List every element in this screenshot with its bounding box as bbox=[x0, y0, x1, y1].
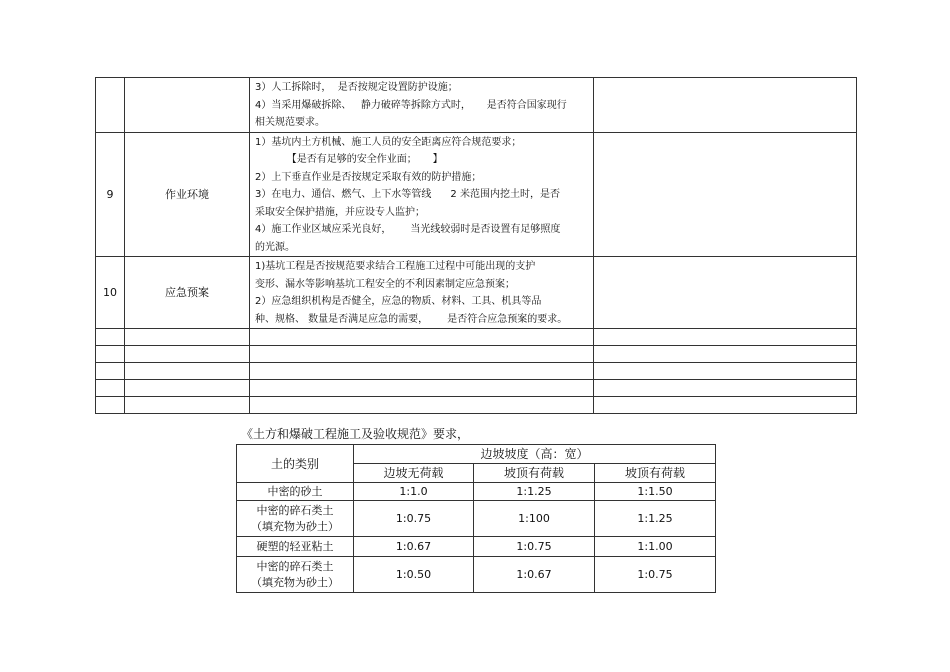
blank-cell bbox=[250, 363, 594, 380]
content-line: 2）上下垂直作业是否按规定采取有效的防护措施； bbox=[255, 171, 482, 183]
content-line: 种、规格、 数量是否满足应急的需要， 是否符合应急预案的要求。 bbox=[255, 313, 568, 325]
content-line: 3）在电力、通信、燃气、上下水等管线 2 米范围内挖土时，是否 bbox=[255, 189, 560, 200]
content-line: 相关规范要求。 bbox=[255, 117, 325, 128]
blank-row bbox=[96, 329, 857, 346]
slope-value: 1:0.67 bbox=[354, 537, 474, 557]
content-line: 采取安全保护措施，并应设专人监护； bbox=[255, 206, 425, 218]
slope-value: 1:0.75 bbox=[474, 537, 595, 557]
row-number: 9 bbox=[96, 132, 125, 257]
content-line: 变形、漏水等影响基坑工程安全的不利因素制定应急预案； bbox=[255, 278, 515, 290]
content-line: 4）施工作业区域应采光良好， 当光线较弱时是否设置有足够照度 bbox=[255, 224, 561, 235]
blank-cell bbox=[250, 380, 594, 397]
blank-row bbox=[96, 380, 857, 397]
table-row bbox=[96, 78, 857, 133]
table-row bbox=[237, 483, 716, 501]
soil-type bbox=[237, 483, 354, 501]
content-line: 2）应急组织机构是否健全，应急的物质、材料、工具、机具等品 bbox=[255, 296, 542, 307]
check-item bbox=[125, 78, 250, 133]
content-line: 3）人工拆除时， 是否按规定设置防护设施； bbox=[255, 82, 458, 93]
soil-name: 硬塑的轻亚粘土 bbox=[256, 539, 334, 553]
row-number: 10 bbox=[96, 257, 125, 329]
subheader-top-load: 坡顶有荷载 bbox=[474, 464, 595, 483]
blank-cell bbox=[594, 397, 857, 414]
slope-value: 1:0.75 bbox=[354, 501, 474, 537]
spec-caption: 《土方和爆破工程施工及验收规范》要求， bbox=[241, 427, 470, 441]
soil-name: 中密的碎石类土 bbox=[256, 559, 334, 573]
soil-type bbox=[237, 537, 354, 557]
inspection-table bbox=[95, 77, 857, 414]
soil-note: （填充物为砂土） bbox=[251, 519, 339, 533]
slope-value: 1:1.0 bbox=[354, 483, 474, 501]
blank-cell bbox=[96, 380, 125, 397]
blank-cell bbox=[125, 346, 250, 363]
blank-cell bbox=[125, 380, 250, 397]
check-content bbox=[250, 132, 594, 257]
blank-cell bbox=[594, 363, 857, 380]
result-cell bbox=[594, 257, 857, 329]
table-row bbox=[237, 537, 716, 557]
blank-cell bbox=[250, 329, 594, 346]
table-row bbox=[237, 501, 716, 537]
slope-value: 1:1.25 bbox=[474, 483, 595, 501]
check-content bbox=[250, 257, 594, 329]
blank-cell bbox=[594, 380, 857, 397]
slope-value: 1:1.25 bbox=[595, 501, 716, 537]
slope-value: 1:0.50 bbox=[354, 557, 474, 593]
blank-cell bbox=[250, 346, 594, 363]
slope-value: 1:1.00 bbox=[595, 537, 716, 557]
subheader-top-load: 坡顶有荷载 bbox=[595, 464, 716, 483]
slope-value: 1:1.50 bbox=[595, 483, 716, 501]
blank-cell bbox=[96, 363, 125, 380]
result-cell bbox=[594, 132, 857, 257]
soil-note: （填充物为砂土） bbox=[251, 575, 339, 589]
table-row bbox=[96, 257, 857, 329]
check-item: 应急预案 bbox=[125, 257, 250, 329]
soil-type bbox=[237, 501, 354, 537]
blank-row bbox=[96, 397, 857, 414]
blank-row bbox=[96, 363, 857, 380]
slope-ratio-table bbox=[236, 444, 716, 593]
slope-value: 1:0.75 bbox=[595, 557, 716, 593]
blank-row bbox=[96, 346, 857, 363]
blank-cell bbox=[96, 329, 125, 346]
blank-cell bbox=[125, 363, 250, 380]
content-line: 4）当采用爆破拆除、 静力破碎等拆除方式时， 是否符合国家现行 bbox=[255, 99, 567, 111]
subheader-no-load: 边坡无荷载 bbox=[354, 464, 474, 483]
blank-cell bbox=[125, 397, 250, 414]
content-line: 1)基坑工程是否按规范要求结合工程施工过程中可能出现的支护 bbox=[255, 261, 536, 272]
check-item: 作业环境 bbox=[125, 132, 250, 257]
blank-cell bbox=[594, 329, 857, 346]
result-cell bbox=[594, 78, 857, 133]
blank-cell bbox=[125, 329, 250, 346]
blank-cell bbox=[594, 346, 857, 363]
table-row bbox=[237, 557, 716, 593]
soil-name: 中密的砂土 bbox=[267, 484, 323, 498]
header-row bbox=[237, 445, 716, 464]
content-line: 【是否有足够的安全作业面； 】 bbox=[255, 154, 443, 165]
content-line: 的光源。 bbox=[255, 241, 295, 253]
soil-name: 中密的碎石类土 bbox=[256, 503, 334, 517]
blank-cell bbox=[96, 346, 125, 363]
slope-value: 1:100 bbox=[474, 501, 595, 537]
slope-value: 1:0.67 bbox=[474, 557, 595, 593]
blank-cell bbox=[96, 397, 125, 414]
check-content bbox=[250, 78, 594, 133]
soil-type bbox=[237, 557, 354, 593]
row-number bbox=[96, 78, 125, 133]
blank-cell bbox=[250, 397, 594, 414]
slope-ratio-header: 边坡坡度（高：宽） bbox=[354, 445, 716, 464]
table-row bbox=[96, 132, 857, 257]
content-line: 1）基坑内土方机械、施工人员的安全距离应符合规范要求； bbox=[255, 136, 522, 148]
soil-type-header: 土的类别 bbox=[237, 445, 354, 483]
